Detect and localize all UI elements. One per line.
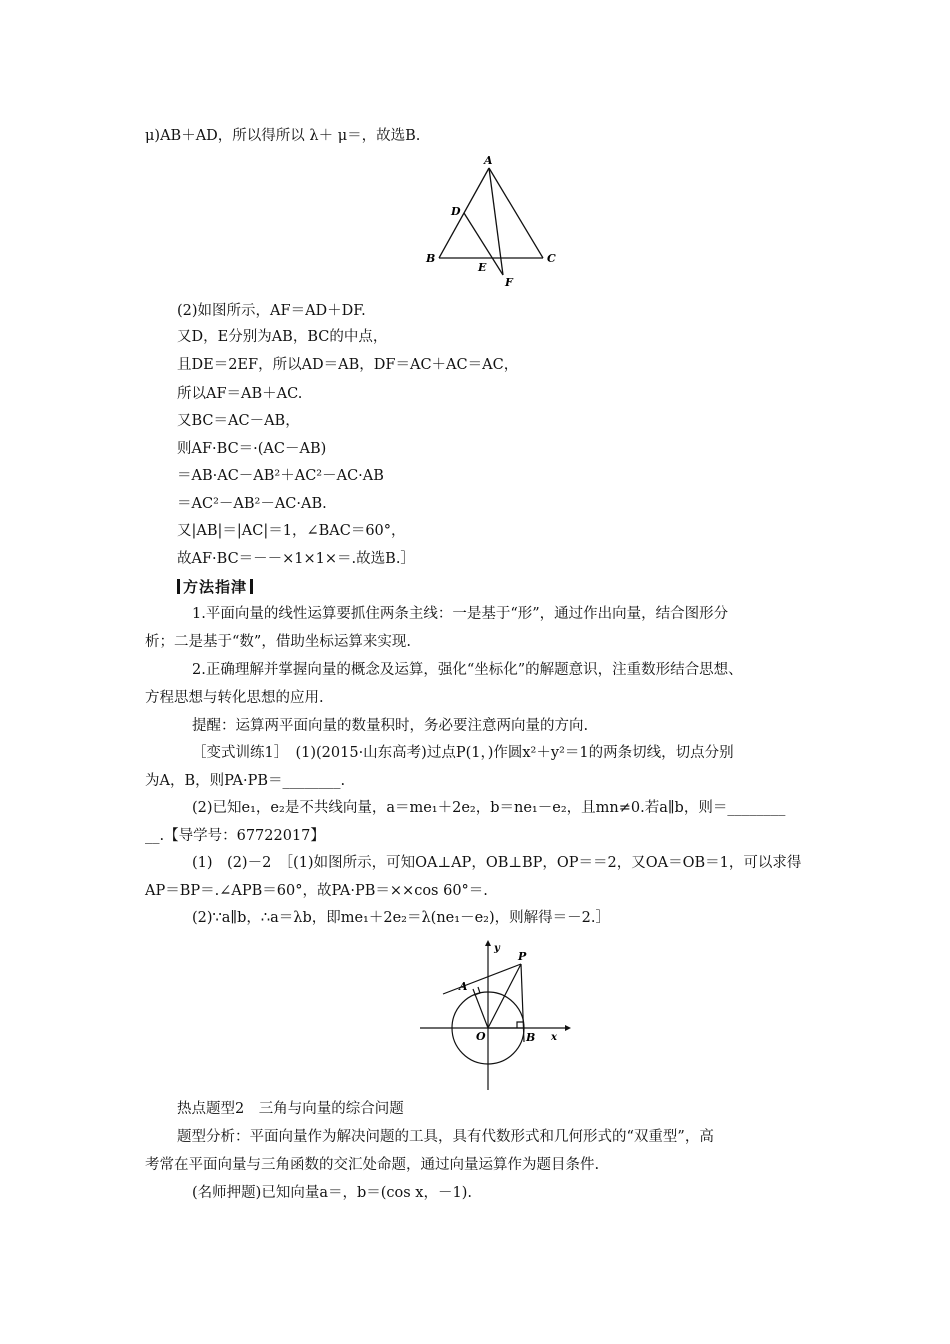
- label-a: A: [459, 980, 468, 993]
- label-b: B: [426, 252, 436, 265]
- text-line: 又D，E分别为AB，BC的中点，: [177, 329, 388, 345]
- heading-bar: [177, 579, 180, 594]
- text-line: 为A，B，则PA·PB＝________.: [145, 773, 346, 789]
- segment-op: [488, 964, 521, 1028]
- text-line: (2)已知e₁，e₂是不共线向量，a＝me₁＋2e₂，b＝ne₁－e₂，且mn≠0.若a∥b，则＝________: [192, 800, 786, 816]
- text-line: AP＝BP＝.∠APB＝60°，故PA·PB＝××cos 60°＝.: [145, 883, 488, 899]
- x-arrow: [565, 1025, 571, 1031]
- text-line: 所以AF＝AB＋AC.: [177, 386, 303, 402]
- text-line: __.【导学号：67722017】: [145, 828, 325, 844]
- text-line: μ)AB＋AD，所以得所以 λ＋ μ＝，故选B.: [145, 128, 421, 144]
- text-line: (1) (2)－2 ［(1)如图所示，可知OA⊥AP，OB⊥BP，OP＝＝2，又OA＝OB＝1，可以求得: [192, 855, 802, 871]
- text-line: 且DE＝2EF，所以AD＝AB，DF＝AC＋AC＝AC，: [177, 357, 519, 373]
- tangent-pb: [521, 964, 524, 1042]
- label-x: x: [551, 1032, 557, 1043]
- text-line: 考常在平面向量与三角函数的交汇处命题，通过向量运算作为题目条件.: [145, 1157, 600, 1173]
- label-a: A: [484, 154, 493, 167]
- segment-af: [489, 168, 503, 275]
- text-line: 1.平面向量的线性运算要抓住两条主线：一是基于“形”，通过作出向量，结合图形分: [192, 606, 729, 622]
- text-line: (2)如图所示，AF＝AD＋DF.: [177, 303, 366, 319]
- text-line: ＝AC²－AB²－AC·AB.: [177, 496, 327, 512]
- label-p: P: [518, 950, 527, 963]
- text-line: (2)∵a∥b，∴a＝λb，即me₁＋2e₂＝λ(ne₁－e₂)，则解得＝－2.］: [192, 910, 610, 926]
- triangle-figure: [418, 150, 568, 292]
- text-line: 提醒：运算两平面向量的数量积时，务必要注意两向量的方向.: [192, 718, 589, 734]
- text-line: 析；二是基于“数”，借助坐标运算来实现.: [145, 634, 411, 650]
- heading-text: 方法指津: [183, 578, 248, 596]
- text-line: 又|AB|＝|AC|＝1，∠BAC＝60°，: [177, 523, 406, 539]
- text-line: 热点题型2 三角与向量的综合问题: [177, 1101, 404, 1117]
- label-f: F: [505, 276, 513, 289]
- y-arrow: [485, 940, 491, 946]
- text-line: 题型分析：平面向量作为解决问题的工具，具有代数形式和几何形式的“双重型”，高: [177, 1129, 714, 1145]
- label-d: D: [451, 205, 461, 218]
- section-heading: [174, 577, 256, 597]
- text-line: ［变式训练1］ (1)(2015·山东高考)过点P(1，)作圆x²＋y²＝1的两条切线，切点分别: [192, 745, 734, 761]
- text-line: (名师押题)已知向量a＝，b＝(cos x，－1).: [192, 1185, 472, 1201]
- text-line: 2.正确理解并掌握向量的概念及运算，强化“坐标化”的解题意识，注重数形结合思想、: [192, 662, 743, 678]
- label-o: O: [476, 1030, 486, 1043]
- label-c: C: [547, 252, 556, 265]
- text-line: 则AF·BC＝·(AC－AB): [177, 441, 327, 457]
- text-line: 故AF·BC＝－－×1×1×＝.故选B.］: [177, 551, 415, 567]
- text-line: 又BC＝AC－AB，: [177, 413, 300, 429]
- label-e: E: [478, 261, 487, 274]
- heading-bar: [250, 579, 253, 594]
- label-y: y: [494, 943, 500, 954]
- label-b: B: [526, 1031, 536, 1044]
- tangent-pa: [443, 964, 521, 994]
- circle-tangent-figure: [415, 938, 575, 1094]
- text-line: ＝AB·AC－AB²＋AC²－AC·AB: [177, 468, 384, 484]
- segment-ac: [489, 168, 543, 258]
- text-line: 方程思想与转化思想的应用.: [145, 690, 324, 706]
